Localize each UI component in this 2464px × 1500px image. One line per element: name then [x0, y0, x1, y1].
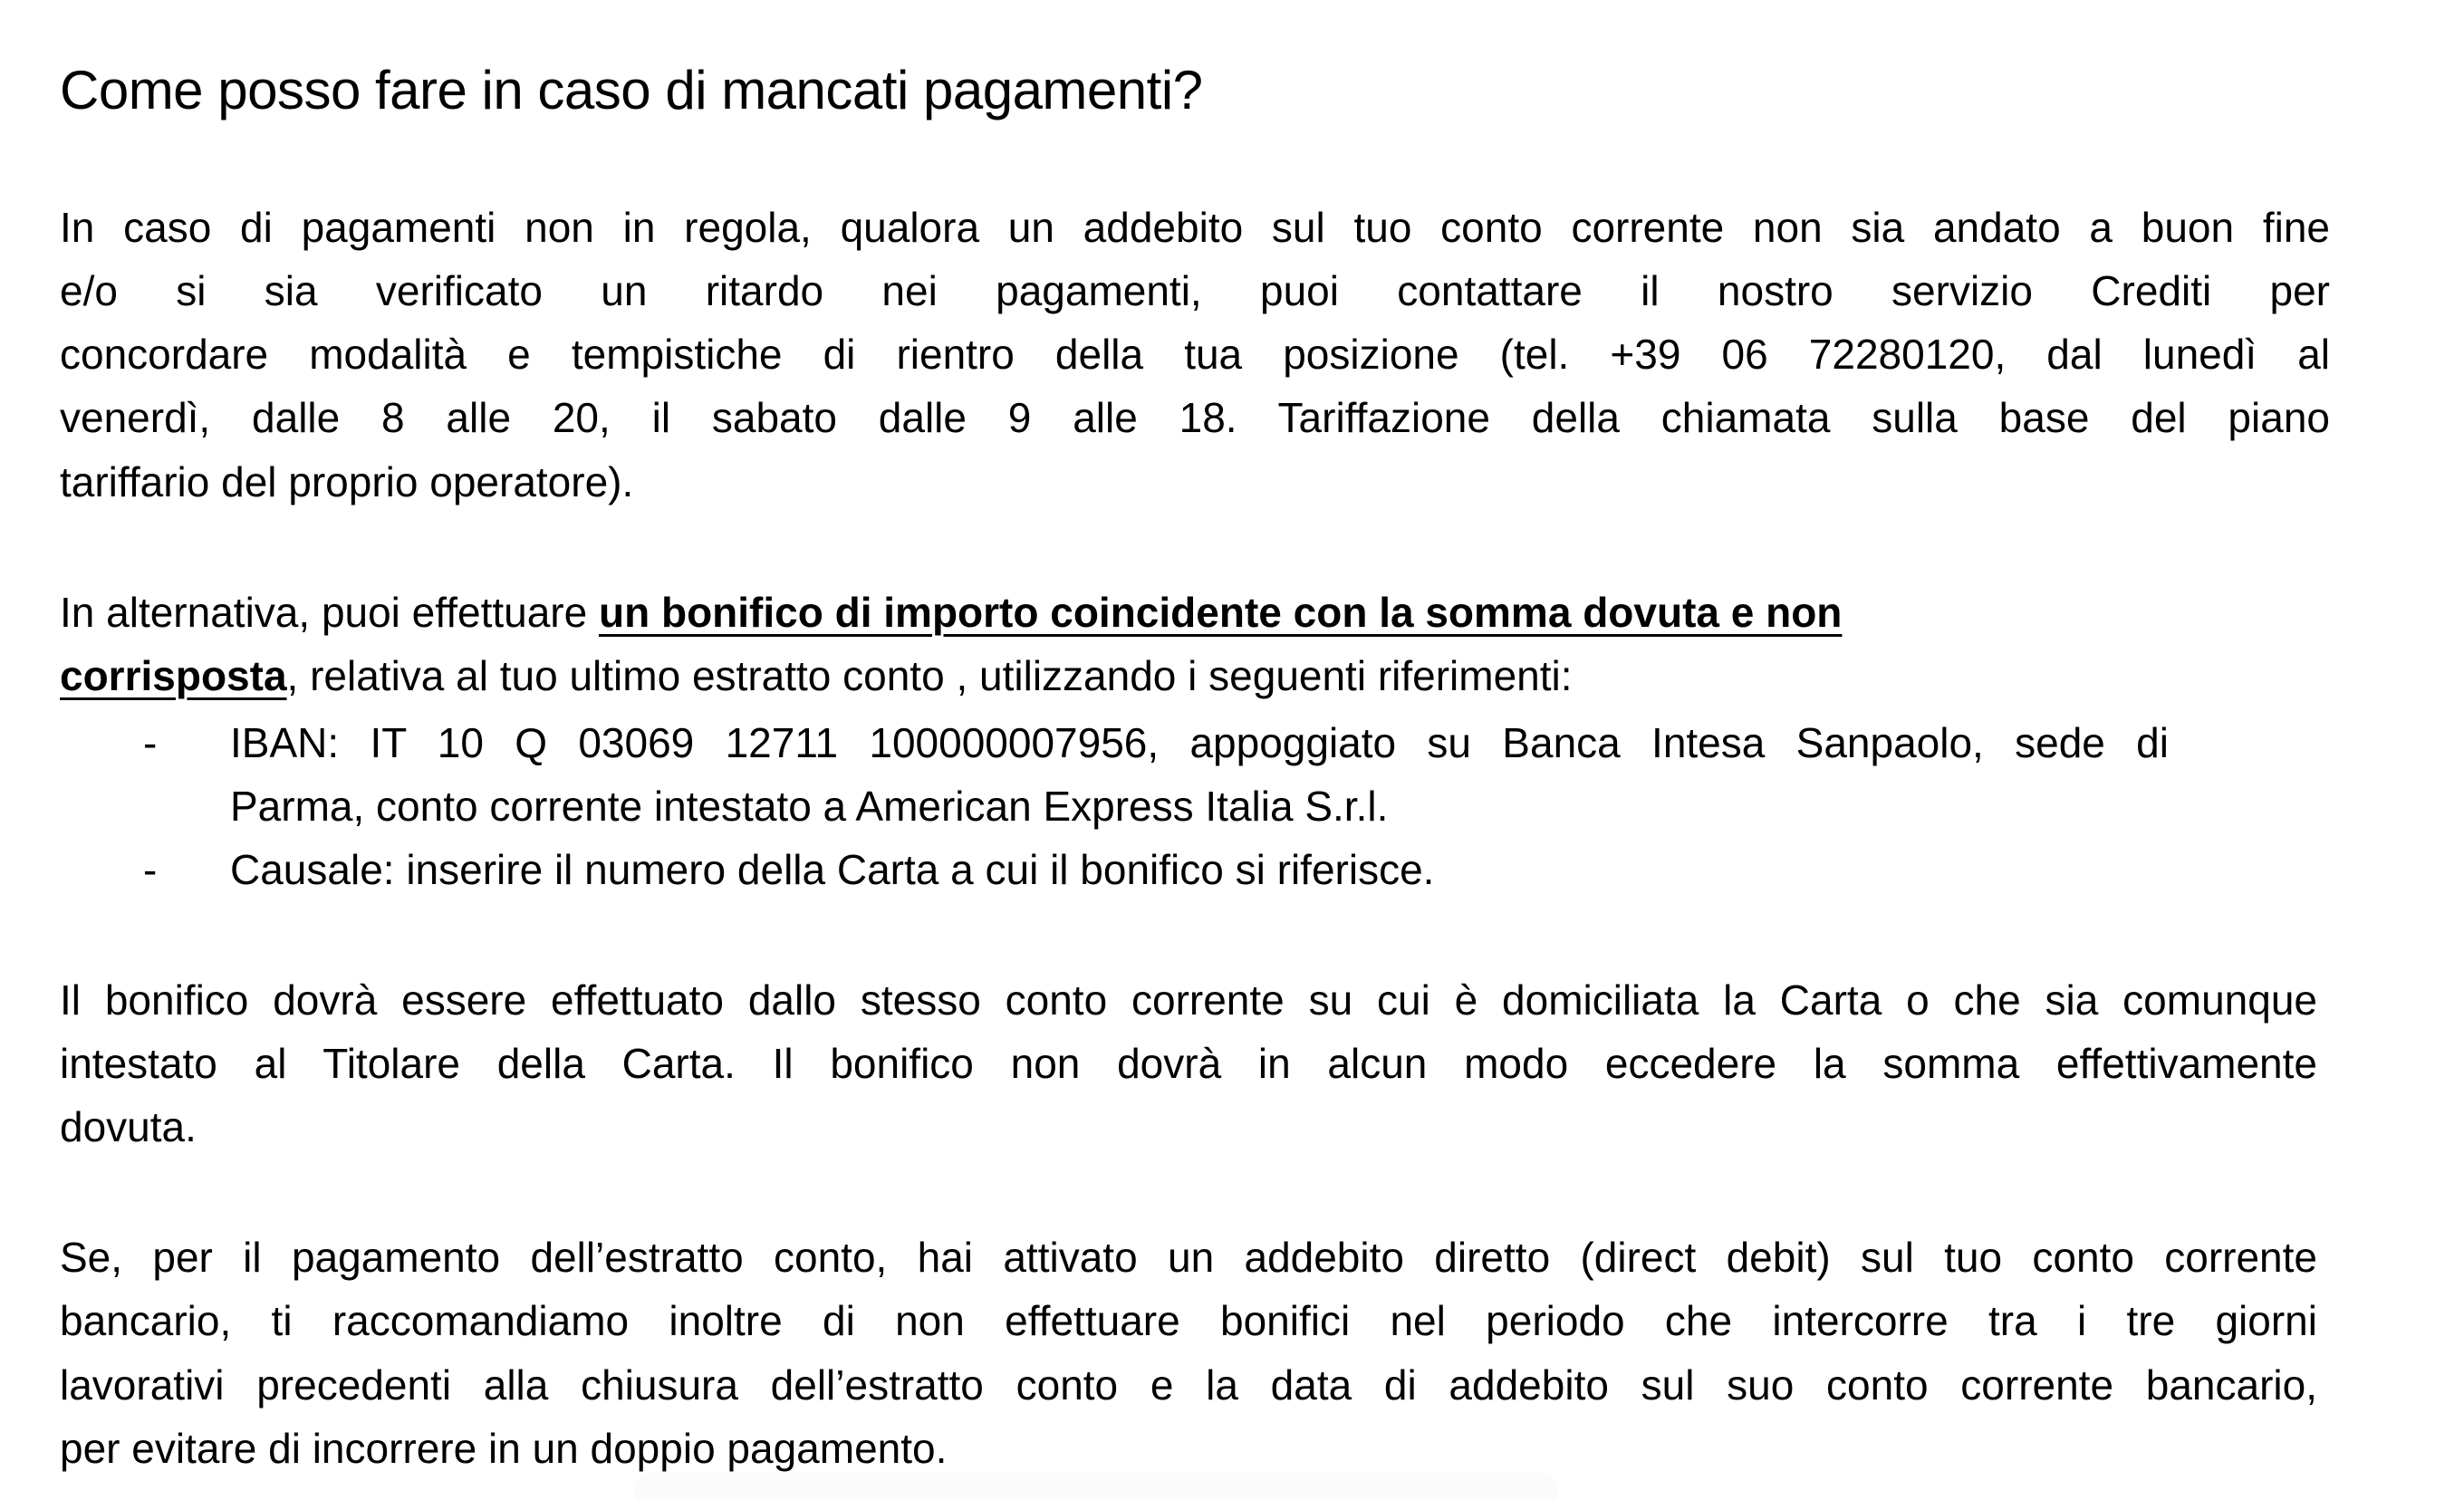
paragraph-line: venerdì, dalle 8 alle 20, il sabato dalle 9 alle 18. Tariffazione della chiamata sulla base del piano [60, 394, 2330, 441]
paragraph-line: concordare modalità e tempistiche di rientro della tua posizione (tel. +39 06 72280120, dal lunedì al [60, 331, 2330, 378]
list-bullet-dash: - [143, 719, 158, 766]
paragraph-line: tariffario del proprio operatore). [60, 458, 634, 505]
paragraph-line [60, 644, 1573, 707]
paragraph-line: dovuta. [60, 1103, 197, 1150]
text-run: In alternativa, puoi effettuare [60, 589, 599, 636]
list-item-iban-continued: Parma, conto corrente intestato a American Express Italia S.r.l. [230, 783, 1389, 830]
list-bullet-dash: - [143, 846, 158, 893]
paragraph-line: per evitare di incorrere in un doppio pagamento. [60, 1425, 948, 1472]
emphasized-text: un bonifico di importo coincidente con la somma dovuta e non [599, 589, 1843, 636]
paragraph-line: bancario, ti raccomandiamo inoltre di non effettuare bonifici nel periodo che intercorre tra i tre giorni [60, 1297, 2317, 1344]
paragraph-line: e/o si sia verificato un ritardo nei pagamenti, puoi contattare il nostro servizio Crediti per [60, 267, 2330, 314]
text-run: , relativa al tuo ultimo estratto conto , utilizzando i seguenti riferimenti: [286, 652, 1573, 699]
list-item-causale: Causale: inserire il numero della Carta a cui il bonifico si riferisce. [230, 846, 1435, 893]
emphasized-text: corrisposta [60, 652, 287, 699]
bottom-edge-shadow [634, 1473, 1558, 1500]
paragraph-line: Il bonifico dovrà essere effettuato dallo stesso conto corrente su cui è domiciliata la Carta o che sia comunque [60, 976, 2317, 1024]
paragraph-line: intestato al Titolare della Carta. Il bonifico non dovrà in alcun modo eccedere la somma effettivamente [60, 1040, 2317, 1087]
paragraph-line [60, 581, 1842, 644]
list-item-iban: IBAN: IT 10 Q 03069 12711 100000007956, appoggiato su Banca Intesa Sanpaolo, sede di [230, 719, 2169, 766]
page-title: Come posso fare in caso di mancati pagamenti? [60, 60, 1203, 120]
paragraph-line: In caso di pagamenti non in regola, qualora un addebito sul tuo conto corrente non sia andato a buon fine [60, 204, 2330, 251]
paragraph-line: Se, per il pagamento dell’estratto conto, hai attivato un addebito diretto (direct debit) sul tuo conto corrente [60, 1234, 2317, 1281]
paragraph-line: lavorativi precedenti alla chiusura dell’estratto conto e la data di addebito sul suo conto corrente bancario, [60, 1361, 2317, 1409]
